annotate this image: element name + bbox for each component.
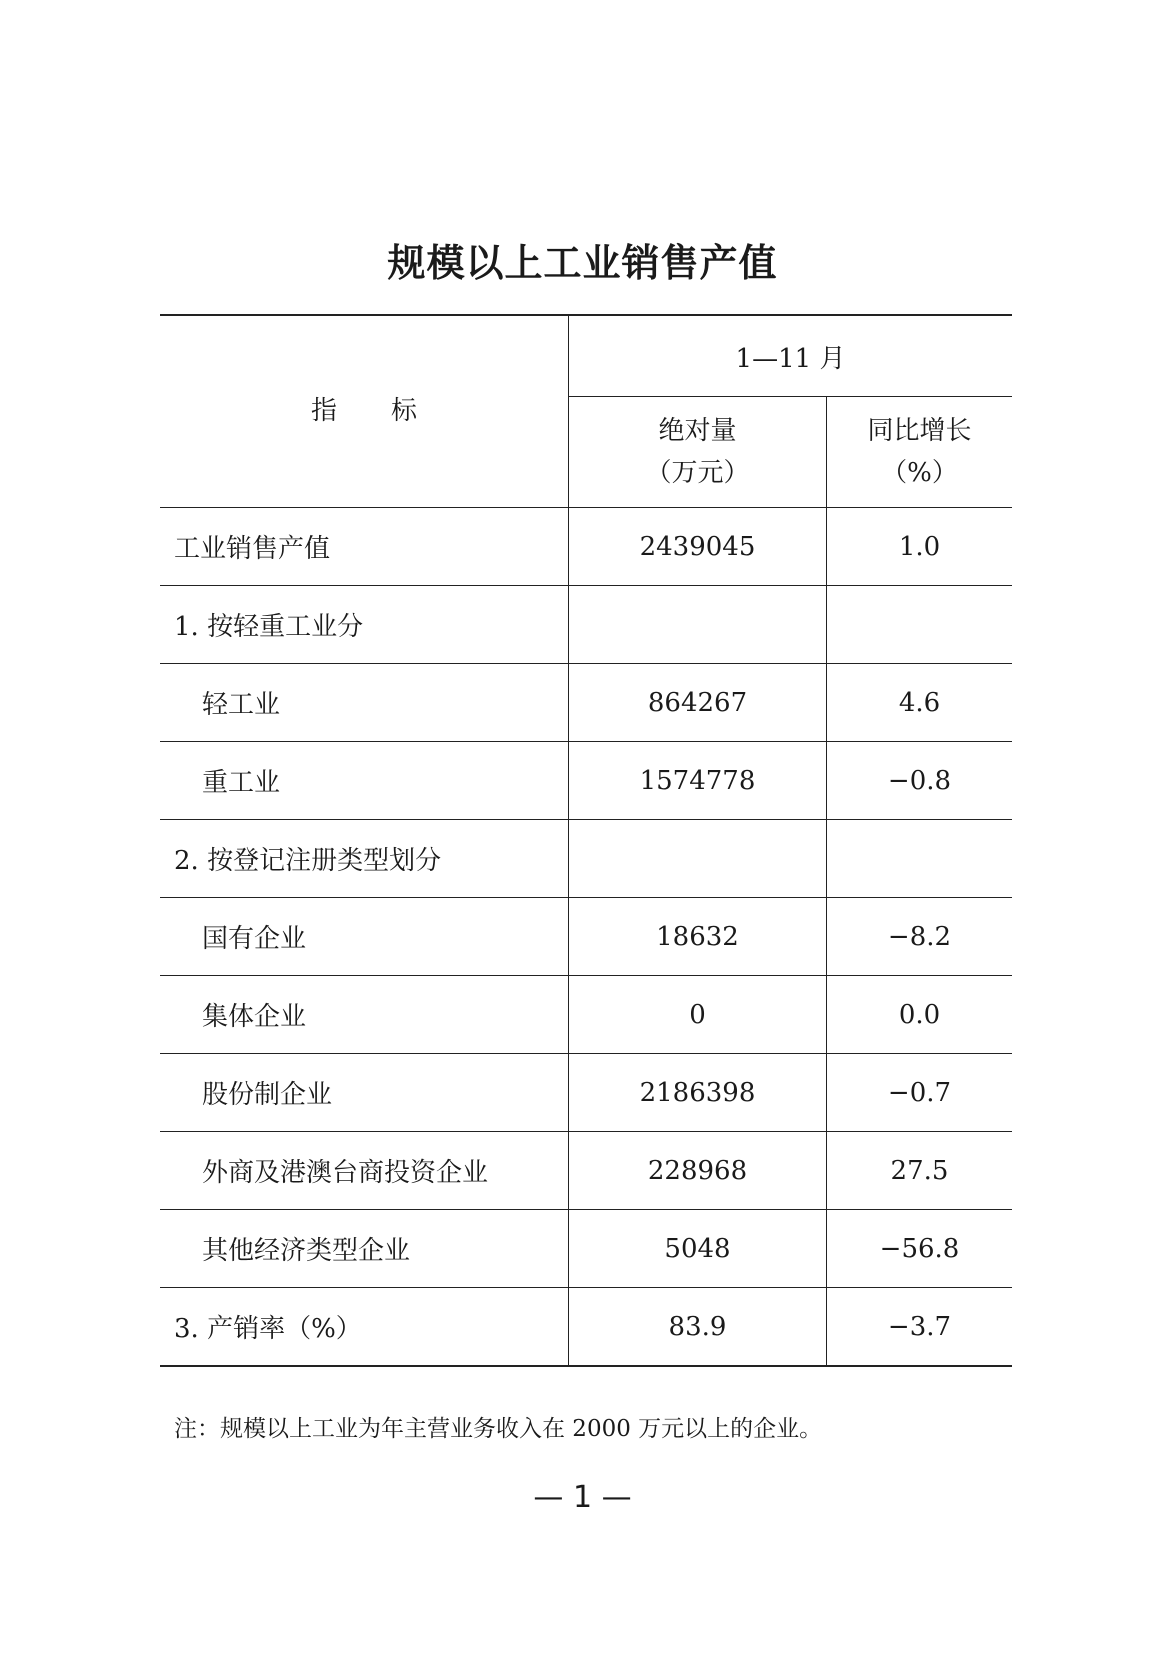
row-absolute: 0 <box>569 976 827 1054</box>
row-growth: −0.7 <box>827 1054 1013 1132</box>
row-growth: 1.0 <box>827 508 1013 586</box>
table-row <box>160 664 1012 742</box>
row-label: 工业销售产值 <box>160 508 569 586</box>
indicator-header: 指标 <box>160 315 569 508</box>
table-row <box>160 976 1012 1054</box>
row-growth: −0.8 <box>827 742 1013 820</box>
table-row <box>160 1054 1012 1132</box>
row-label: 股份制企业 <box>160 1054 569 1132</box>
row-growth <box>827 820 1013 898</box>
table-row <box>160 1210 1012 1288</box>
row-label: 外商及港澳台商投资企业 <box>160 1132 569 1210</box>
row-label: 国有企业 <box>160 898 569 976</box>
row-growth: −56.8 <box>827 1210 1013 1288</box>
row-absolute <box>569 820 827 898</box>
row-growth: 4.6 <box>827 664 1013 742</box>
row-absolute: 2439045 <box>569 508 827 586</box>
row-absolute: 83.9 <box>569 1288 827 1367</box>
period-header: 1—11 月 <box>569 315 1013 397</box>
table-row <box>160 898 1012 976</box>
row-growth: −8.2 <box>827 898 1013 976</box>
table-row <box>160 742 1012 820</box>
row-growth <box>827 586 1013 664</box>
growth-label: 同比增长 <box>867 416 972 446</box>
row-growth: 27.5 <box>827 1132 1013 1210</box>
table-row <box>160 1132 1012 1210</box>
absolute-header <box>569 397 827 508</box>
table-row <box>160 820 1012 898</box>
row-label: 2. 按登记注册类型划分 <box>160 820 569 898</box>
row-absolute: 228968 <box>569 1132 827 1210</box>
table-row <box>160 586 1012 664</box>
row-label: 重工业 <box>160 742 569 820</box>
absolute-label: 绝对量 <box>658 416 737 446</box>
row-absolute: 18632 <box>569 898 827 976</box>
growth-header <box>827 397 1013 508</box>
row-absolute: 1574778 <box>569 742 827 820</box>
footnote: 注：规模以上工业为年主营业务收入在 2000 万元以上的企业。 <box>174 1416 823 1442</box>
row-growth: −3.7 <box>827 1288 1013 1367</box>
row-label: 轻工业 <box>160 664 569 742</box>
row-absolute: 864267 <box>569 664 827 742</box>
table-header-row <box>160 315 1012 397</box>
row-absolute: 5048 <box>569 1210 827 1288</box>
row-label: 集体企业 <box>160 976 569 1054</box>
table-row <box>160 508 1012 586</box>
growth-unit: （%） <box>881 458 958 488</box>
row-label: 其他经济类型企业 <box>160 1210 569 1288</box>
statistics-table <box>160 314 1012 1367</box>
row-label: 3. 产销率（%） <box>160 1288 569 1367</box>
page-title: 规模以上工业销售产值 <box>387 241 778 285</box>
absolute-unit: （万元） <box>645 458 750 488</box>
row-growth: 0.0 <box>827 976 1013 1054</box>
row-absolute: 2186398 <box>569 1054 827 1132</box>
row-absolute <box>569 586 827 664</box>
table-row <box>160 1288 1012 1367</box>
page-number: — 1 — <box>533 1480 632 1515</box>
row-label: 1. 按轻重工业分 <box>160 586 569 664</box>
